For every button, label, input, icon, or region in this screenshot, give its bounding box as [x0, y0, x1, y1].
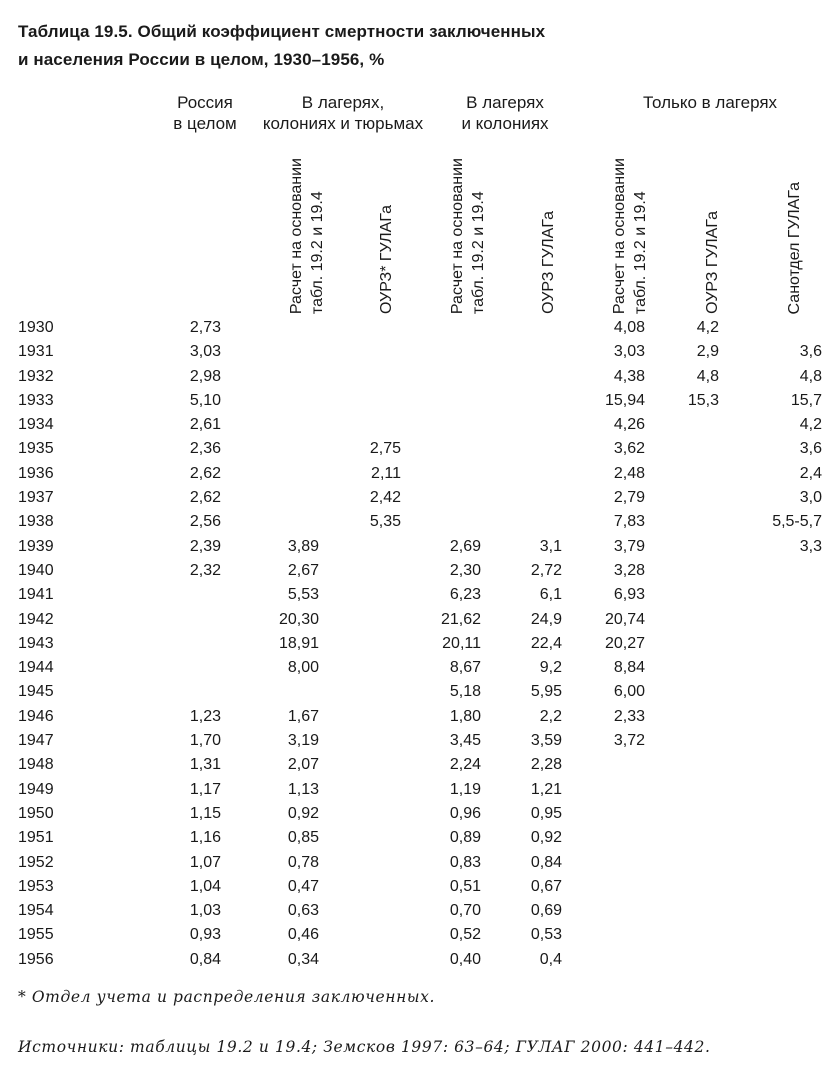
value-cell: 2,48 — [613, 464, 645, 482]
table-row — [0, 875, 838, 899]
value-cell: 0,70 — [449, 902, 481, 920]
table-row — [0, 389, 838, 413]
value-cell: 0,67 — [530, 877, 562, 895]
value-cell: 24,9 — [530, 610, 562, 628]
value-cell: 2,73 — [189, 319, 221, 336]
year-cell: 1942 — [18, 610, 54, 628]
value-cell: 2,69 — [449, 537, 481, 555]
value-cell: 3,3 — [799, 537, 822, 555]
value-cell: 2,36 — [189, 440, 221, 458]
table-row — [0, 559, 838, 583]
value-cell: 2,4 — [799, 464, 822, 482]
value-cell: 1,04 — [189, 877, 221, 895]
value-cell: 1,21 — [530, 780, 562, 798]
value-cell: 0,83 — [449, 853, 481, 871]
value-cell: 3,1 — [539, 537, 562, 555]
value-cell: 2,72 — [530, 561, 562, 579]
value-cell: 0,46 — [287, 926, 319, 944]
value-cell: 0,96 — [449, 804, 481, 822]
value-cell: 20,11 — [442, 634, 481, 652]
vheader-ourz-camps-colonies: ОУРЗ ГУЛАГа — [540, 211, 557, 314]
value-cell: 20,74 — [604, 610, 645, 628]
year-cell: 1948 — [18, 756, 54, 774]
value-cell: 3,6 — [799, 343, 822, 361]
value-cell: 0,85 — [287, 829, 319, 847]
value-cell: 2,28 — [530, 756, 562, 774]
value-cell: 0,63 — [287, 902, 319, 920]
value-cell: 8,00 — [287, 659, 319, 677]
header-camps-only: Только в лагерях — [642, 93, 778, 112]
year-cell: 1951 — [18, 829, 54, 847]
footnote: * Отдел учета и распределения заключенных. — [18, 988, 435, 1006]
table-row — [0, 316, 838, 340]
value-cell: 15,3 — [687, 391, 719, 409]
value-cell: 2,07 — [287, 756, 319, 774]
sources-note: Источники: таблицы 19.2 и 19.4; Земсков 1997: 63–64; ГУЛАГ 2000: 441–442. — [18, 1038, 711, 1056]
year-cell: 1930 — [18, 319, 54, 336]
table-row — [0, 656, 838, 680]
value-cell: 0,34 — [287, 950, 319, 968]
value-cell: 3,45 — [449, 732, 481, 750]
table-row — [0, 899, 838, 923]
table-row — [0, 608, 838, 632]
value-cell: 2,2 — [539, 707, 562, 725]
year-cell: 1933 — [18, 391, 54, 409]
value-cell: 0,52 — [449, 926, 481, 944]
value-cell: 0,40 — [449, 950, 481, 968]
year-cell: 1949 — [18, 780, 54, 798]
table-row — [0, 365, 838, 389]
year-cell: 1945 — [18, 683, 54, 701]
year-cell: 1947 — [18, 732, 54, 750]
value-cell: 0,84 — [530, 853, 562, 871]
value-cell: 0,92 — [287, 804, 319, 822]
table-title — [18, 18, 545, 74]
value-cell: 2,62 — [189, 464, 221, 482]
value-cell: 4,8 — [799, 367, 822, 385]
value-cell: 8,67 — [449, 659, 481, 677]
value-cell: 4,26 — [613, 416, 645, 434]
value-cell: 0,89 — [449, 829, 481, 847]
table-title-line-1: Таблица 19.5. Общий коэффициент смертности заключенных — [18, 22, 546, 41]
value-cell: 2,24 — [449, 756, 481, 774]
year-cell: 1956 — [18, 950, 54, 968]
value-cell: 6,23 — [449, 586, 481, 604]
value-cell: 4,2 — [696, 319, 719, 336]
value-cell: 5,53 — [287, 586, 319, 604]
value-cell: 1,15 — [189, 804, 221, 822]
year-cell: 1939 — [18, 537, 54, 555]
value-cell: 1,23 — [189, 707, 221, 725]
value-cell: 3,19 — [287, 732, 319, 750]
value-cell: 0,95 — [530, 804, 562, 822]
value-cell: 1,31 — [189, 756, 221, 774]
value-cell: 0,51 — [449, 877, 481, 895]
year-cell: 1946 — [18, 707, 54, 725]
year-cell: 1952 — [18, 853, 54, 871]
year-cell: 1944 — [18, 659, 54, 677]
value-cell: 6,1 — [539, 586, 562, 604]
table-row — [0, 486, 838, 510]
year-cell: 1931 — [18, 343, 54, 361]
value-cell: 15,7 — [790, 391, 822, 409]
value-cell: 2,33 — [613, 707, 645, 725]
table-row — [0, 923, 838, 947]
value-cell: 2,56 — [189, 513, 221, 531]
value-cell: 5,35 — [369, 513, 401, 531]
table-title-line-2: и населения России в целом, 1930–1956, % — [18, 50, 385, 69]
value-cell: 3,03 — [613, 343, 645, 361]
table-row — [0, 340, 838, 364]
year-cell: 1935 — [18, 440, 54, 458]
value-cell: 7,83 — [613, 513, 645, 531]
value-cell: 5,95 — [530, 683, 562, 701]
value-cell: 1,16 — [189, 829, 221, 847]
value-cell: 0,47 — [287, 877, 319, 895]
value-cell: 18,91 — [278, 634, 319, 652]
year-cell: 1938 — [18, 513, 54, 531]
year-cell: 1932 — [18, 367, 54, 385]
table-row — [0, 705, 838, 729]
value-cell: 4,38 — [613, 367, 645, 385]
year-cell: 1934 — [18, 416, 54, 434]
value-cell: 6,93 — [613, 586, 645, 604]
table-row — [0, 753, 838, 777]
value-cell: 0,84 — [189, 950, 221, 968]
value-cell: 2,42 — [369, 489, 401, 507]
value-cell: 3,79 — [613, 537, 645, 555]
value-cell: 1,13 — [287, 780, 319, 798]
table-row — [0, 778, 838, 802]
value-cell: 20,27 — [604, 634, 645, 652]
value-cell: 22,4 — [530, 634, 562, 652]
value-cell: 4,08 — [613, 319, 645, 336]
vheader-calc-camps-only: Расчет на основании табл. 19.2 и 19.4 — [611, 157, 649, 314]
value-cell: 0,92 — [530, 829, 562, 847]
header-camps-colonies-prisons: В лагерях, колониях и тюрьмах — [262, 93, 424, 133]
value-cell: 2,79 — [613, 489, 645, 507]
value-cell: 5,18 — [449, 683, 481, 701]
value-cell: 9,2 — [539, 659, 562, 677]
value-cell: 1,17 — [189, 780, 221, 798]
value-cell: 3,62 — [613, 440, 645, 458]
value-cell: 1,07 — [189, 853, 221, 871]
year-cell: 1943 — [18, 634, 54, 652]
table-row — [0, 535, 838, 559]
table-row — [0, 462, 838, 486]
value-cell: 5,5-5,7 — [772, 513, 822, 531]
value-cell: 1,03 — [189, 902, 221, 920]
value-cell: 0,4 — [539, 950, 562, 968]
year-cell: 1937 — [18, 489, 54, 507]
value-cell: 2,11 — [371, 464, 401, 482]
value-cell: 0,53 — [530, 926, 562, 944]
value-cell: 4,2 — [799, 416, 822, 434]
table-row — [0, 826, 838, 850]
value-cell: 3,6 — [799, 440, 822, 458]
table-row — [0, 437, 838, 461]
vheader-sanotdel: Санотдел ГУЛАГа — [786, 181, 803, 314]
table-body — [0, 316, 838, 972]
value-cell: 20,30 — [278, 610, 319, 628]
table-row — [0, 851, 838, 875]
year-cell: 1953 — [18, 877, 54, 895]
table-row — [0, 632, 838, 656]
year-cell: 1950 — [18, 804, 54, 822]
value-cell: 2,98 — [189, 367, 221, 385]
value-cell: 3,59 — [530, 732, 562, 750]
year-cell: 1940 — [18, 561, 54, 579]
value-cell: 2,30 — [449, 561, 481, 579]
table-row — [0, 413, 838, 437]
value-cell: 2,75 — [369, 440, 401, 458]
vheader-ourz-camps-only: ОУРЗ ГУЛАГа — [704, 211, 721, 314]
header-russia: Россия в целом — [173, 93, 237, 133]
year-cell: 1936 — [18, 464, 54, 482]
value-cell: 1,67 — [287, 707, 319, 725]
value-cell: 2,67 — [287, 561, 319, 579]
value-cell: 21,62 — [440, 610, 481, 628]
value-cell: 0,78 — [287, 853, 319, 871]
table-row — [0, 948, 838, 972]
value-cell: 5,10 — [189, 391, 221, 409]
value-cell: 1,80 — [449, 707, 481, 725]
vheader-calc-camps-prisons: Расчет на основании табл. 19.2 и 19.4 — [288, 157, 326, 314]
year-cell: 1954 — [18, 902, 54, 920]
vheader-ourz-camps-prisons: ОУРЗ* ГУЛАГа — [378, 204, 395, 314]
vheader-calc-camps-colonies: Расчет на основании табл. 19.2 и 19.4 — [449, 157, 487, 314]
value-cell: 0,69 — [530, 902, 562, 920]
value-cell: 4,8 — [696, 367, 719, 385]
header-camps-colonies: В лагерях и колониях — [461, 93, 549, 133]
value-cell: 1,19 — [449, 780, 481, 798]
value-cell: 15,94 — [604, 391, 645, 409]
table-row — [0, 680, 838, 704]
value-cell: 2,61 — [189, 416, 221, 434]
value-cell: 3,03 — [189, 343, 221, 361]
value-cell: 2,62 — [189, 489, 221, 507]
table-row — [0, 510, 838, 534]
value-cell: 3,28 — [613, 561, 645, 579]
value-cell: 2,39 — [189, 537, 221, 555]
value-cell: 3,72 — [613, 732, 645, 750]
value-cell: 2,9 — [696, 343, 719, 361]
value-cell: 2,32 — [189, 561, 221, 579]
table-row — [0, 802, 838, 826]
value-cell: 3,89 — [287, 537, 319, 555]
value-cell: 0,93 — [189, 926, 221, 944]
value-cell: 6,00 — [613, 683, 645, 701]
year-cell: 1955 — [18, 926, 54, 944]
table-row — [0, 729, 838, 753]
value-cell: 1,70 — [189, 732, 221, 750]
year-cell: 1941 — [18, 586, 54, 604]
value-cell: 3,0 — [799, 489, 822, 507]
table-row — [0, 583, 838, 607]
value-cell: 8,84 — [613, 659, 645, 677]
